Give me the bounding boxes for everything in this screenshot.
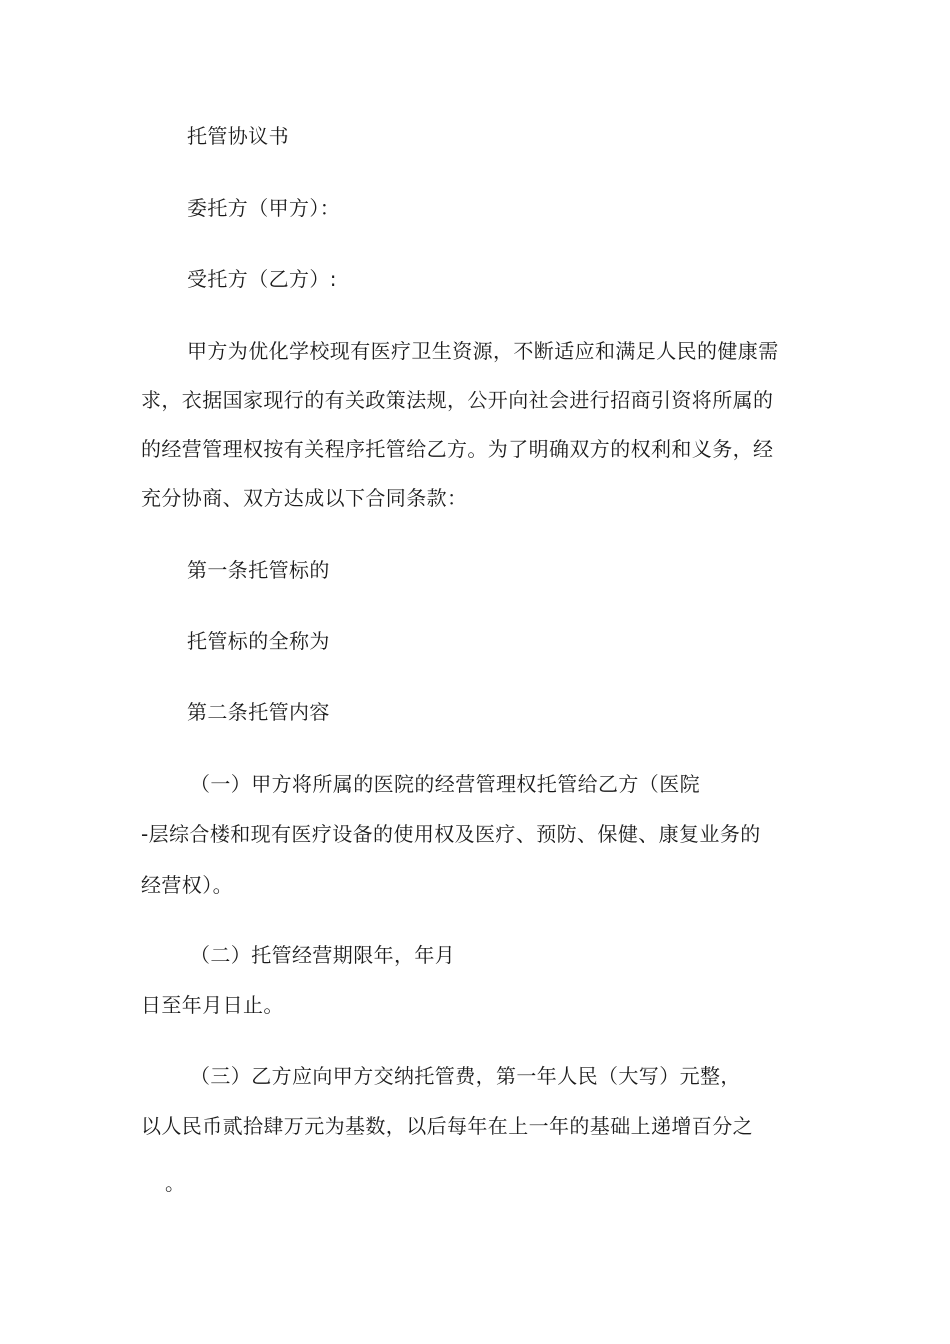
clause-3-line-2: 以人民币贰拾肆万元为基数，以后每年在上一年的基础上递增百分之 [141,1114,753,1138]
document-title: 托管协议书 [187,124,289,148]
party-b-label: 受托方（乙方）: [187,267,337,291]
intro-line-4: 充分协商、双方达成以下合同条款： [141,486,468,510]
article-2-heading: 第二条托管内容 [187,700,330,724]
article-1-heading: 第一条托管标的 [187,558,330,582]
clause-2-line-1: （二）托管经营期限年，年月 [190,943,456,967]
clause-3-line-1: （三）乙方应向甲方交纳托管费，第一年人民（大写）元整， [190,1064,741,1088]
party-a-label: 委托方（甲方）： [187,196,341,220]
clause-3-line-3: 。 [165,1171,186,1195]
article-1-body: 托管标的全称为 [187,629,330,653]
clause-2-line-2: 日至年月日止。 [141,993,284,1017]
intro-line-2: 求，衣据国家现行的有关政策法规，公开向社会进行招商引资将所属的 [141,388,774,412]
clause-1-line-3: 经营权）。 [141,873,233,897]
intro-line-1: 甲方为优化学校现有医疗卫生资源，不断适应和满足人民的健康需 [187,339,779,363]
clause-1-line-2: -层综合楼和现有医疗设备的使用权及医疗、预防、保健、康复业务的 [141,822,761,846]
clause-1-line-1: （一）甲方将所属的医院的经营管理权托管给乙方（医院 [190,772,700,796]
intro-line-3: 的经营管理权按有关程序托管给乙方。为了明确双方的权利和义务，经 [141,437,774,461]
